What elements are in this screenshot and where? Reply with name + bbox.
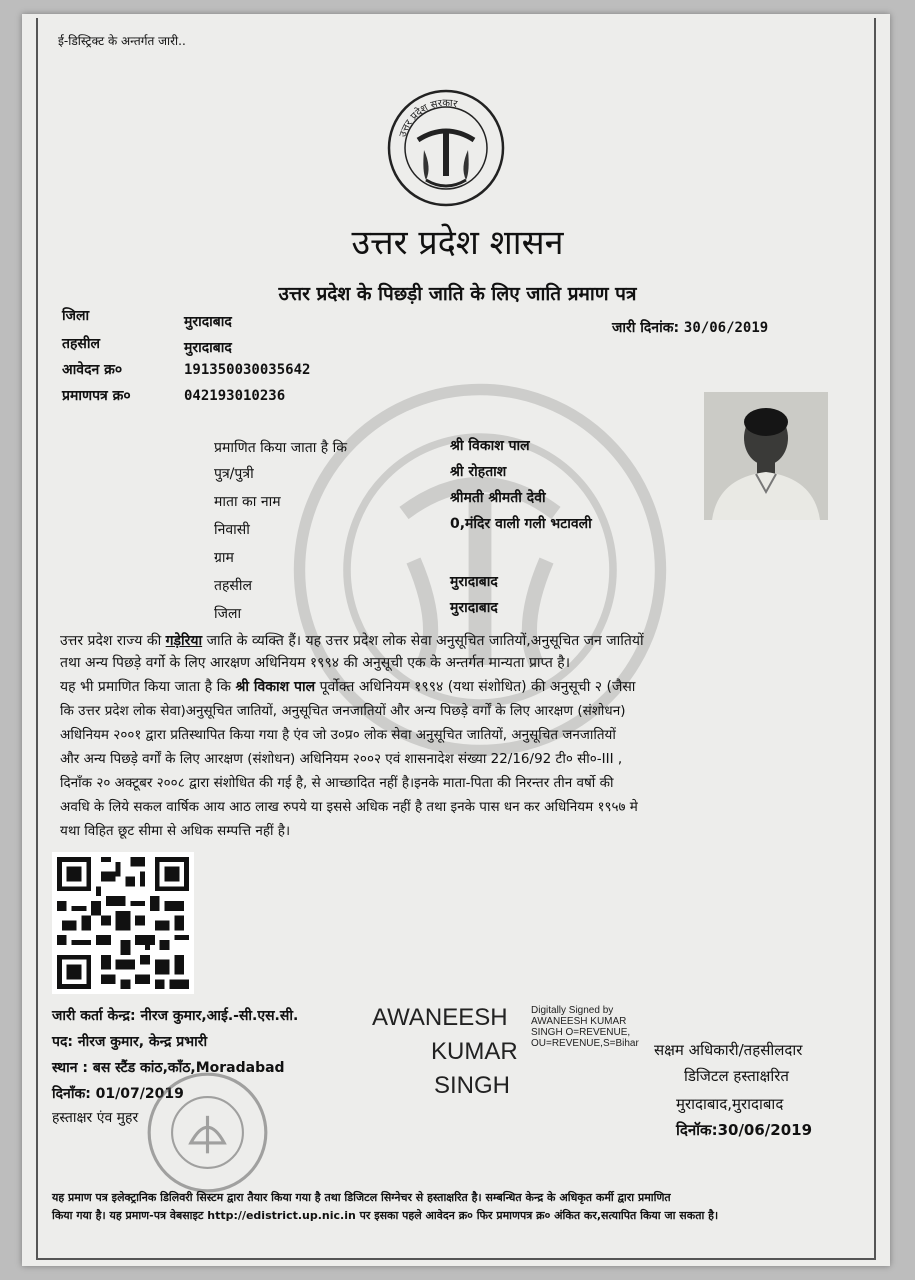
body-line-1-end: जाति के व्यक्ति हैं। यह उत्तर प्रदेश लोक सेवा अनुसूचित जातियों,अनुसूचित जन जातियों [206,633,644,649]
person-photo-icon [704,392,828,520]
body-line-8: अवधि के लिये सकल वार्षिक आय आठ लाख रुपये या इससे अधिक नहीं है तथा इनके पास धन कर अधिनियम १९५७ मे [60,799,638,815]
field-tehsil-label: तहसील [214,578,252,594]
body-line-2: तथा अन्य पिछड़े वर्गो के लिए आरक्षण अधिनियम १९९४ की अनुसूची एक के अन्तर्गत मान्यता प्राप्त है। [60,655,571,671]
field-district-value: मुरादाबाद [450,600,498,616]
issue-date-value: 30/06/2019 [683,320,769,336]
issuing-center: जारी कर्ता केन्द्र: नीरज कुमार,आई.-सी.एस.सी. [52,1008,299,1024]
body-line-1 [60,630,644,652]
signer-name-line-1: AWANEESH [372,1004,508,1031]
certificate-subtitle: उत्तर प्रदेश के पिछड़ी जाति के लिए जाति प्रमाण पत्र [278,283,637,305]
issue-date-label: जारी दिनांक: [612,320,680,336]
authority-sign-type: डिजिटल हस्ताक्षरित [684,1067,789,1085]
certificate-no-value: 042193010236 [184,388,286,404]
mother-name-label: माता का नाम [214,494,281,510]
body-line-9: यथा विहित छूट सीमा से अधिक सम्पत्ति नहीं है। [60,823,291,839]
field-district-label: जिला [214,606,242,622]
field-tehsil-value: मुरादाबाद [450,574,498,590]
authority-date: दिनॉक:30/06/2019 [676,1121,813,1139]
tehsil-value: मुरादाबाद [184,340,232,356]
application-no-value: 191350030035642 [184,362,311,378]
body-line-5: अधिनियम २००१ द्वारा प्रतिस्थापित किया गया है एंव जो उ०प्र० लोक सेवा अनुसूचित जातियों, अनुसूचित जनजातियों [60,727,616,743]
application-no-label: आवेदन क्र० [62,362,123,378]
page-title: उत्तर प्रदेश शासन [351,223,564,263]
issued-under-edistrict: ई-डिस्ट्रिक्ट के अन्तर्गत जारी.. [58,34,186,48]
applicant-photo [704,392,828,520]
applicant-name-inline: श्री विकाश पाल [235,679,316,695]
body-line-1-start: उत्तर प्रदेश राज्य की [60,633,162,649]
footer-note-line-2: किया गया है। यह प्रमाण-पत्र वेबसाइट http://edistrict.up.nic.in पर इसका पहले आवेदन क्र० फिर प्रमाणपत्र क्र० अंकित कर,सत्यापित किया जा सकता है। [52,1209,719,1222]
certified-that-label: प्रमाणित किया जाता है कि [214,440,348,456]
footer-note-line-1: यह प्रमाण पत्र इलेक्ट्रानिक डिलिवरी सिस्टम द्वारा तैयार किया गया है तथा डिजिटल सिग्नेचर से हस्ताक्षरित है। सम्बन्धित केन्द्र के अधिकृत कर्मी द्वारा प्रमाणित [52,1191,671,1204]
rubber-stamp-icon [145,1070,270,1195]
body-line-4: कि उत्तर प्रदेश लोक सेवा)अनुसूचित जातियों, अनुसूचित जनजातियों और अन्य पिछड़े वर्गों के लिए आरक्षण (संशोधन) [60,703,626,719]
tehsil-label: तहसील [62,336,100,352]
body-line-3-end: पूर्वोक्त अधिनियम १९९४ (यथा संशोधित) की अनुसूची २ (जैसा [319,679,636,695]
signature-seal-label: हस्ताक्षर एंव मुहर [52,1110,139,1126]
son-daughter-label: पुत्र/पुत्री [214,466,254,482]
signer-name-line-3: SINGH [434,1072,511,1099]
body-line-6: और अन्य पिछड़े वर्गों के लिए आरक्षण (संशोधन) अधिनियम २००२ एवं शासनादेश संख्या 22/16/92 टी० सी०-III , [60,751,623,767]
body-line-7: दिनाँक २० अक्टूबर २००८ द्वारा संशोधित की गई है, से आच्छादित नहीं है।इनके माता-पिता की निरन्तर तीन वर्षो की [60,775,614,791]
svg-text:उत्तर प्रदेश सरकार: उत्तर प्रदेश सरकार [397,97,459,139]
digital-signature-line-3: SINGH O=REVENUE, [531,1027,631,1038]
authority-location: मुरादाबाद,मुरादाबाद [676,1095,784,1113]
authority-title: सक्षम अधिकारी/तहसीलदार [654,1041,803,1059]
qr-code-icon[interactable] [52,852,194,994]
resident-label: निवासी [214,522,250,538]
body-line-3 [60,676,635,698]
caste-name: गड़ेरिया [165,633,203,649]
district-label: जिला [62,308,90,324]
issuer-post: पद: नीरज कुमार, केन्द्र प्रभारी [52,1034,208,1050]
digital-signature-line-4: OU=REVENUE,S=Bihar [531,1038,639,1049]
resident-value: 0,मंदिर वाली गली भटावली [450,516,592,532]
issuer-date: दिनाँक: 01/07/2019 [52,1086,184,1102]
issue-date [612,318,768,337]
mother-name-value: श्रीमती श्रीमती देवी [450,490,546,506]
up-government-emblem-icon [386,88,506,208]
father-name-value: श्री रोहताश [450,464,507,480]
digital-signature-line-2: AWANEESH KUMAR [531,1016,627,1027]
certificate-no-label: प्रमाणपत्र क्र० [62,388,131,404]
district-value: मुरादाबाद [184,314,232,330]
village-label: ग्राम [214,550,234,566]
body-line-3-start: यह भी प्रमाणित किया जाता है कि [60,679,231,695]
signer-name-line-2: KUMAR [431,1038,518,1065]
digital-signature-line-1: Digitally Signed by [531,1005,614,1016]
issuer-place: स्थान : बस स्टैंड कांठ,काँठ,Moradabad [52,1060,285,1076]
applicant-name-value: श्री विकाश पाल [450,438,530,454]
